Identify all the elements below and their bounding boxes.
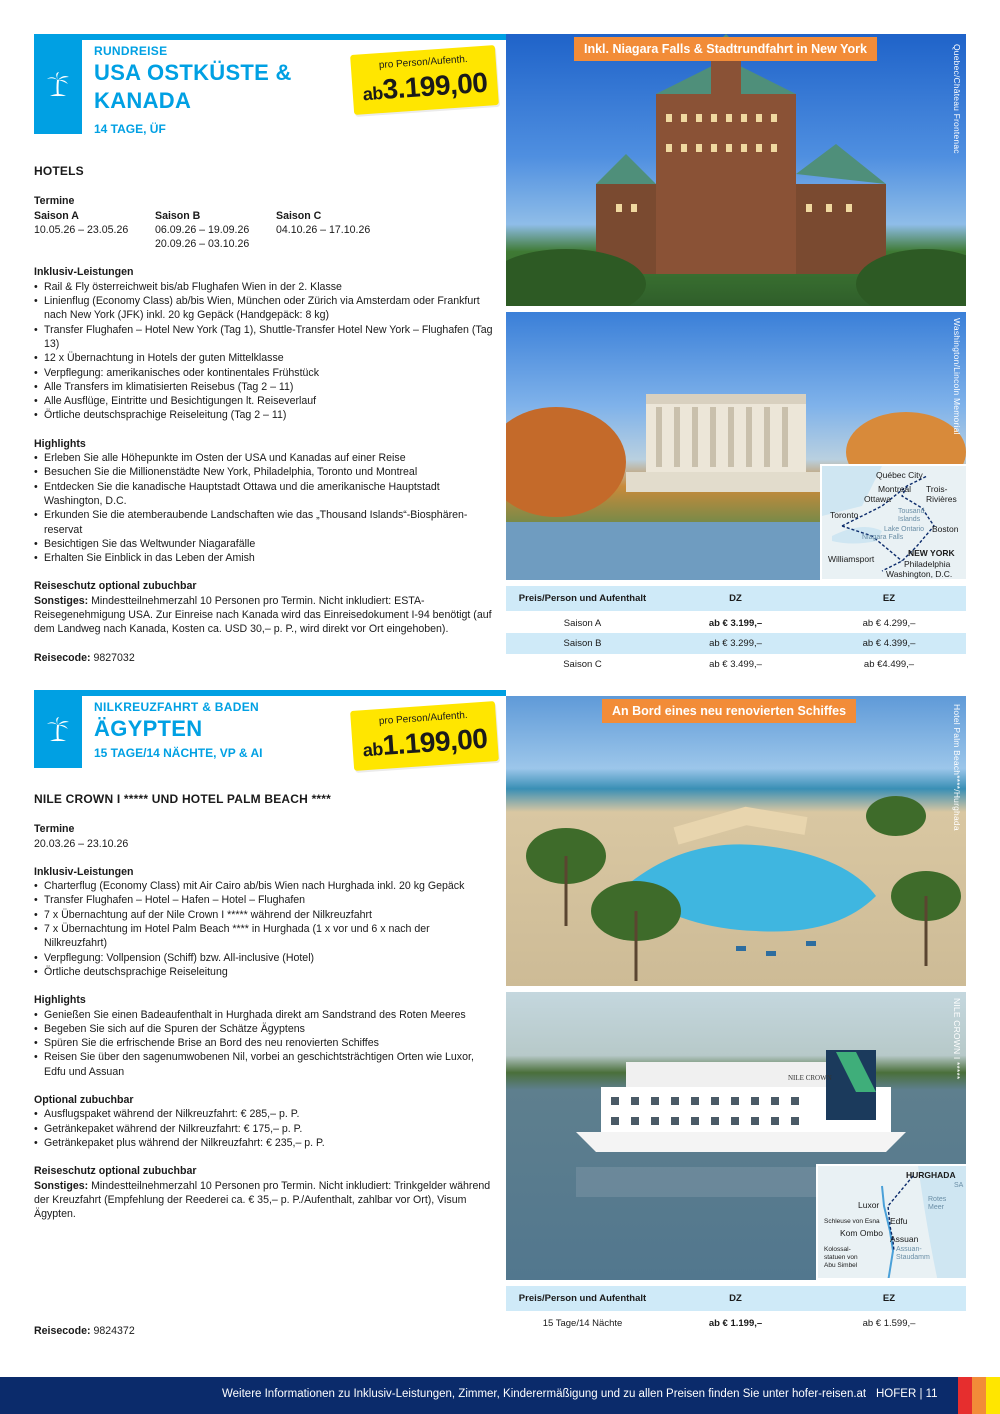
footer-brand-page: HOFER | 11 (876, 1388, 938, 1400)
table-row (506, 1312, 966, 1333)
reisecode-label: Reisecode: (34, 651, 91, 664)
trip-usa-canada (34, 34, 966, 684)
list-item: • Spüren Sie die erfrischende Brise an Bord des neu renovierten Schiffes (34, 1036, 494, 1050)
footer-info-text: Weitere Informationen zu Inklusiv-Leistungen, Zimmer, Kinderermäßigung und zu allen Preisen finden Sie unter hofer-reisen.at (222, 1388, 867, 1400)
list-item: • Erhalten Sie Einblick in das Leben der Amish (34, 551, 494, 565)
price-label: pro Person/Aufenth. (378, 709, 469, 728)
chateau-illustration (506, 34, 966, 306)
list-item: • Linienflug (Economy Class) ab/bis Wien, München oder Zürich via Amsterdam oder Frankfurt nach New York (JFK) inkl. 20 kg Gepäck (Handgepäck: 8 kg) (34, 294, 494, 323)
list-item: • Getränkepaket während der Nilkreuzfahrt: € 175,– p. P. (34, 1122, 494, 1136)
table-cell: ab € 4.299,– (862, 617, 916, 629)
table-cell: ab € 3.199,– (708, 617, 763, 629)
section-top-bar (34, 34, 506, 40)
inklusiv-list (34, 280, 494, 423)
trip-header (94, 700, 344, 760)
list-item: • Reisen Sie über den sagenumwobenen Nil, vorbei an geschichtsträchtigen Orten wie Luxor, Edfu und Assuan (34, 1050, 494, 1079)
map-label: Rotes Meer (928, 1196, 947, 1211)
price-table (506, 586, 966, 675)
list-item: • Örtliche deutschsprachige Reiseleitung (Tag 2 – 11) (34, 408, 494, 422)
price-tag (350, 45, 499, 115)
photo-chateau-frontenac (506, 34, 966, 306)
season-b (155, 209, 276, 252)
resort-illustration (506, 696, 966, 986)
table-cell: 15 Tage/14 Nächte (542, 1317, 623, 1329)
table-header: DZ (659, 1286, 812, 1312)
season-dates: 06.09.26 – 19.09.26 (155, 223, 250, 236)
reisecode-value: 9827032 (90, 651, 135, 664)
list-item: • Rail & Fly österreichweit bis/ab Flughafen Wien in der 2. Klasse (34, 280, 494, 294)
table-header: Preis/Person und Aufenthalt (506, 1286, 659, 1312)
table-row (506, 633, 966, 654)
table-header: EZ (812, 586, 966, 612)
trip-kicker: NILKREUZFAHRT & BADEN (94, 700, 259, 714)
highlights-list (34, 1008, 494, 1079)
optional-list (34, 1107, 494, 1150)
list-item: • Getränkepaket plus während der Nilkreuzfahrt: € 235,– p. P. (34, 1136, 494, 1150)
list-item: • Transfer Flughafen – Hotel New York (Tag 1), Shuttle-Transfer Hotel New York – Flughafen (Tag 13) (34, 323, 494, 352)
table-header-row (506, 1286, 966, 1312)
table-cell: Saison A (563, 617, 602, 629)
termine-heading: Termine (34, 195, 75, 208)
trip-subtitle: 14 TAGE, ÜF (94, 122, 166, 136)
list-item: • Örtliche deutschsprachige Reiseleitung (34, 965, 494, 979)
map-label: Edfu (890, 1216, 908, 1226)
table-cell: ab € 1.199,– (708, 1317, 763, 1329)
reisecode-value: 9824372 (90, 1325, 135, 1337)
map-label: Philadelphia (904, 559, 951, 569)
trip-title: ÄGYPTEN (94, 716, 203, 741)
table-cell: ab € 1.599,– (862, 1317, 916, 1329)
table-cell: ab €4.499,– (863, 659, 915, 670)
price-amount: 3.199,00 (381, 66, 489, 105)
table-cell: ab € 4.399,– (812, 633, 966, 654)
list-item: • Besuchen Sie die Millionenstädte New York, Philadelphia, Toronto und Montreal (34, 465, 494, 479)
table-header-row (506, 586, 966, 612)
trip-title-line2: KANADA (94, 88, 192, 113)
list-item: • Erkunden Sie die atemberaubende Landschaften wie das „Thousand Islands“-Biosphärenreservat (34, 508, 494, 537)
price-value (352, 66, 499, 108)
season-grid (34, 209, 494, 252)
palm-tree-icon (34, 34, 82, 134)
trip-kicker: RUNDREISE (94, 44, 168, 58)
trip-header (94, 44, 324, 136)
trip-subtitle: 15 TAGE/14 NÄCHTE, VP & AI (94, 746, 263, 760)
photo-caption: Washington/Lincoln Memorial (952, 318, 962, 435)
season-label: Saison A (34, 209, 79, 222)
season-c (276, 209, 397, 252)
ship-name-label: NILE CROWN (788, 1074, 832, 1082)
map-label: Lake Ontario (884, 526, 925, 533)
photo-banner: Inkl. Niagara Falls & Stadtrundfahrt in New York (574, 37, 877, 61)
map-label: Kom Ombo (840, 1228, 883, 1238)
season-label: Saison B (155, 209, 201, 222)
map-label: Toronto (830, 510, 859, 520)
map-label: Williamsport (828, 554, 875, 564)
photo-caption: NILE CROWN I ***** (952, 998, 962, 1080)
reiseschutz-note: Reiseschutz optional zubuchbar (34, 580, 197, 593)
color-bar (972, 1377, 986, 1414)
page-footer (0, 1377, 1000, 1414)
map-label: Boston (932, 524, 959, 534)
route-map-egypt (816, 1164, 968, 1280)
table-row (506, 654, 966, 675)
palm-tree-icon (34, 690, 82, 768)
sonstiges-text: Mindestteilnehmerzahl 10 Personen pro Termin. Nicht inkludiert: ESTA-Reisegenehmigung USA. Zur Einreise nach Kanada wird das Einreisedokument I-94 benötigt (auf dem Landweg nach Kanada, Kosten ca. USD 30,– p. P., wird direkt vor Ort eingehoben). (34, 594, 492, 636)
table-cell: Saison C (563, 659, 602, 670)
map-label: Kolossal-statuen von Abu Simbel (824, 1246, 858, 1269)
reisecode (34, 1324, 494, 1338)
table-header: DZ (659, 586, 812, 612)
photo-banner: An Bord eines neu renovierten Schiffes (602, 699, 856, 723)
list-item: • Transfer Flughafen – Hotel – Hafen – Hotel – Flughafen (34, 893, 494, 907)
termine-dates: 20.03.26 – 23.10.26 (34, 837, 129, 850)
price-prefix: ab (362, 738, 384, 761)
footer-color-bars (958, 1377, 1000, 1414)
highlights-list (34, 451, 494, 565)
inklusiv-heading: Inklusiv-Leistungen (34, 266, 134, 279)
highlights-heading: Highlights (34, 994, 86, 1007)
table-header: Preis/Person und Aufenthalt (506, 586, 659, 612)
table-cell: Saison B (506, 633, 659, 654)
map-label: Québec City (876, 470, 923, 480)
section-top-bar (34, 690, 506, 696)
list-item: • 7 x Übernachtung auf der Nile Crown I ***** während der Nilkreuzfahrt (34, 908, 494, 922)
table-row (506, 612, 966, 633)
map-label: Tousand Islands (898, 508, 925, 523)
list-item: • Begeben Sie sich auf die Spuren der Schätze Ägyptens (34, 1022, 494, 1036)
price-amount: 1.199,00 (381, 722, 489, 761)
season-dates: 20.09.26 – 03.10.26 (155, 238, 250, 251)
list-item: • 12 x Übernachtung in Hotels der guten Mittelklasse (34, 351, 494, 365)
termine-heading: Termine (34, 823, 75, 836)
map-label: Luxor (858, 1200, 880, 1210)
sonstiges-label: Sonstiges: (34, 1179, 89, 1192)
trip-details (34, 792, 494, 1221)
list-item: • Verpflegung: Vollpension (Schiff) bzw. All-inclusive (Hotel) (34, 951, 494, 965)
inklusiv-heading: Inklusiv-Leistungen (34, 865, 134, 878)
price-prefix: ab (362, 82, 384, 105)
photo-palm-beach-hotel (506, 696, 966, 986)
color-bar (958, 1377, 972, 1414)
highlights-heading: Highlights (34, 437, 86, 450)
reisecode-label: Reisecode: (34, 1325, 91, 1337)
route-map-usa-canada (820, 464, 968, 581)
list-item: • Genießen Sie einen Badeaufenthalt in Hurghada direkt am Sandstrand des Roten Meeres (34, 1008, 494, 1022)
list-item: • Alle Ausflüge, Eintritte und Besichtigungen lt. Reiseverlauf (34, 394, 494, 408)
list-item: • Alle Transfers im klimatisierten Reisebus (Tag 2 – 11) (34, 380, 494, 394)
table-cell: ab € 3.299,– (659, 633, 812, 654)
reisecode (34, 651, 494, 665)
photo-caption: Quebec/Château Frontenac (952, 44, 962, 154)
sonstiges-paragraph (34, 594, 494, 637)
price-value (352, 722, 499, 764)
inklusiv-list (34, 879, 494, 979)
optional-heading: Optional zubuchbar (34, 1094, 134, 1107)
trip-details (34, 164, 494, 665)
list-item: • Besichtigen Sie das Weltwunder Niagarafälle (34, 537, 494, 551)
map-label: Ottawa (864, 494, 891, 504)
season-dates: 04.10.26 – 17.10.26 (276, 223, 371, 236)
sonstiges-paragraph (34, 1179, 494, 1222)
sonstiges-text: Mindestteilnehmerzahl 10 Personen pro Termin. Nicht inkludiert: Trinkgelder während der Kreuzfahrt (Empfehlung der Reederei ca. € 35,– p. P./Aufenthalt, zahlbar vor Ort), Visum Ägypten. (34, 1179, 491, 1221)
map-label: NEW YORK (908, 548, 955, 558)
hotels-heading: NILE CROWN I ***** UND HOTEL PALM BEACH **** (34, 792, 332, 806)
trip-egypt (34, 690, 966, 1350)
trip-title-line1: USA OSTKÜSTE & (94, 60, 292, 85)
photo-caption: Hotel Palm Beach****/Hurghada (952, 704, 962, 831)
map-label: Washington, D.C. (886, 569, 953, 579)
color-bar (986, 1377, 1000, 1414)
list-item: • Charterflug (Economy Class) mit Air Cairo ab/bis Wien nach Hurghada inkl. 20 kg Gepäck (34, 879, 494, 893)
price-tag (350, 701, 499, 771)
table-cell: ab € 3.499,– (709, 659, 762, 670)
price-label: pro Person/Aufenth. (378, 53, 469, 72)
season-dates: 10.05.26 – 23.05.26 (34, 223, 129, 236)
list-item: • Ausflugspaket während der Nilkreuzfahrt: € 285,– p. P. (34, 1107, 494, 1121)
table-header: EZ (812, 1286, 966, 1312)
hotels-heading: HOTELS (34, 164, 84, 178)
map-label: Montreal (878, 484, 912, 494)
list-item: • Erleben Sie alle Höhepunkte im Osten der USA und Kanadas auf einer Reise (34, 451, 494, 465)
map-label: HURGHADA (906, 1170, 956, 1180)
map-label: Schleuse von Esna (824, 1218, 880, 1225)
map-label: Assuan (890, 1234, 919, 1244)
season-a (34, 209, 155, 252)
reiseschutz-note: Reiseschutz optional zubuchbar (34, 1165, 197, 1178)
map-label: SA (954, 1182, 964, 1189)
list-item: • Verpflegung: amerikanisches oder kontinentales Frühstück (34, 366, 494, 380)
price-table (506, 1286, 966, 1333)
list-item: • 7 x Übernachtung im Hotel Palm Beach **** in Hurghada (1 x vor und 6 x nach der Nilkreuzfahrt) (34, 922, 494, 951)
map-label: Assuan-Staudamm (896, 1246, 930, 1261)
map-label: Niagara Falls (862, 534, 904, 541)
sonstiges-label: Sonstiges: (34, 594, 89, 607)
season-label: Saison C (276, 209, 322, 222)
map-label: Trois-Rivières (926, 484, 957, 504)
list-item: • Entdecken Sie die kanadische Hauptstadt Ottawa und die amerikanische Hauptstadt Washington, D.C. (34, 480, 494, 509)
